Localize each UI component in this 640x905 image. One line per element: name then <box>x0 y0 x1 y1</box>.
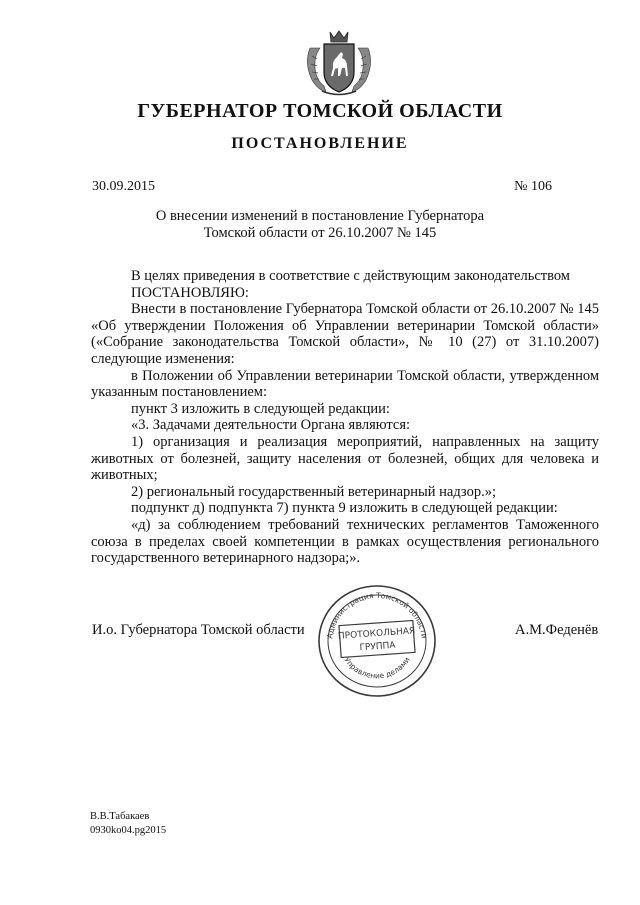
document-subject <box>0 208 640 242</box>
stamp-ring-text: Администрация Томской области <box>325 590 429 640</box>
subject-line: О внесении изменений в постановление Губернатора <box>155 208 485 224</box>
body-paragraph: В целях приведения в соответствие с действующим законодательством <box>131 268 570 284</box>
body-paragraph: 1) организация и реализация мероприятий, направленных на защиту животных от болезней, защиту населения от болезней, общих для человека и животных; <box>91 433 599 484</box>
resolution-word: ПОСТАНОВЛЯЮ: <box>131 284 249 301</box>
signatory-position: И.о. Губернатора Томской области <box>92 622 305 638</box>
organization-title: ГУБЕРНАТОР ТОМСКОЙ ОБЛАСТИ <box>137 100 503 122</box>
stamp-center-line: ГРУППА <box>359 640 396 654</box>
body-paragraph: Внести в постановление Губернатора Томской области от 26.10.2007 № 145 «Об утверждении Положения об Управлении ветеринарии Томской области» («Собрание законодательства Томской области», № 10 (27) от 31.10.2007) следующие изменения: <box>91 301 599 367</box>
subject-line: Томской области от 26.10.2007 № 145 <box>203 225 437 241</box>
stamp-center-line: ПРОТОКОЛЬНАЯ <box>337 626 416 642</box>
executor-name: В.В.Табакаев <box>90 811 150 822</box>
body-paragraph: «д) за соблюдением требований технических регламентов Таможенного союза в пределах своей компетенции в рамках осуществления регионального государственного ветеринарного надзора;». <box>91 516 599 567</box>
document-date: 30.09.2015 <box>92 179 155 194</box>
executor-info <box>90 810 166 838</box>
body-paragraph: подпункт д) подпункта 7) пункта 9 изложить в следующей редакции: <box>131 500 558 517</box>
body-paragraph: пункт 3 изложить в следующей редакции: <box>131 400 390 417</box>
body-paragraph: «3. Задачами деятельности Органа являются: <box>131 417 411 434</box>
body-paragraph: в Положении об Управлении ветеринарии Томской области, утвержденном указанным постановлением: <box>91 367 599 401</box>
signatory-name: А.М.Феденёв <box>515 622 599 638</box>
stamp-bottom-text: Управление делами <box>342 655 412 681</box>
document-type: ПОСТАНОВЛЕНИЕ <box>231 135 409 152</box>
document-code: 0930ko04.pg2015 <box>90 825 167 836</box>
body-paragraph: 2) региональный государственный ветеринарный надзор.»; <box>131 483 496 500</box>
coat-of-arms-icon <box>300 28 378 98</box>
document-body <box>91 268 599 567</box>
document-number: № 106 <box>514 179 552 194</box>
official-stamp <box>316 583 438 699</box>
